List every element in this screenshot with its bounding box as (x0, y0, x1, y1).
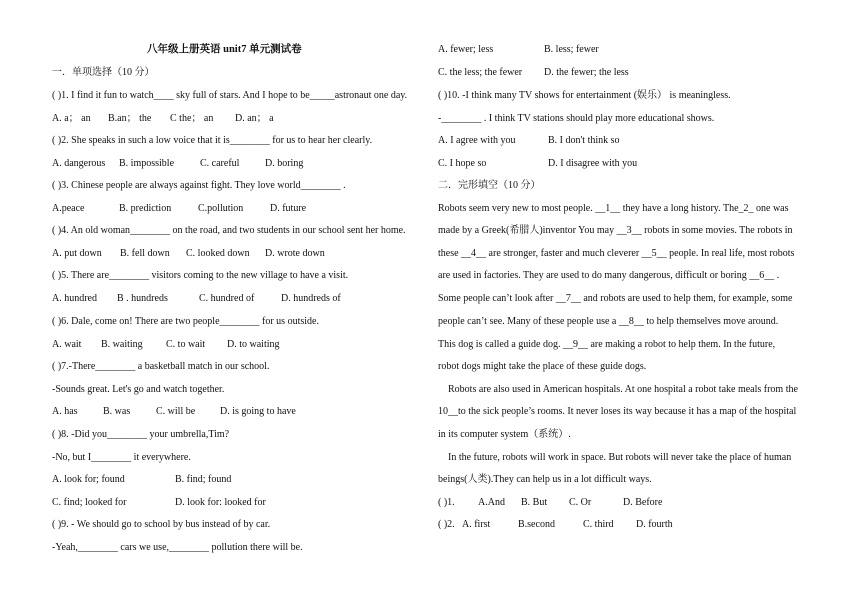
passage-line: Some people can’t look after __7__ and robots are used to help them, for example, some (438, 293, 793, 304)
option: C. careful (200, 158, 240, 169)
question-6: ( )6. Dale, come on! There are two people________ for us outside. (52, 316, 319, 327)
option: C. to wait (166, 339, 206, 350)
question-10-reply: -________ . I think TV stations should play more educational shows. (438, 113, 715, 124)
option: B. less; fewer (544, 44, 599, 55)
option: D. look for: looked for (175, 497, 266, 508)
question-2: ( )2. She speaks in such a low voice that it is________ for us to hear her clearly. (52, 135, 373, 146)
option: B. find; found (175, 474, 232, 485)
option: D. Before (623, 497, 663, 508)
option: B.second (518, 519, 555, 530)
question-1: ( )1. I find it fun to watch____ sky full of stars. And I hope to be_____astronaut one day. (52, 90, 408, 101)
passage-line: 10__to the sick people’s rooms. It never loses its way because it has a map of the hospital (438, 406, 797, 417)
option: B. But (521, 497, 548, 508)
option: B. prediction (119, 203, 172, 214)
option: A. hundred (52, 293, 97, 304)
question-8: ( )8. -Did you________ your umbrella,Tim? (52, 429, 230, 440)
option: D. an； a (235, 113, 274, 124)
option: C. Or (569, 497, 592, 508)
passage-line: made by a Greek(希腊人)inventor You may __3__ robots in some movies. The robots in (438, 225, 793, 236)
option: D. hundreds of (281, 293, 341, 304)
option: B. I don't think so (548, 135, 620, 146)
option: D. is going to have (220, 406, 296, 417)
question-9: ( )9. - We should go to school by bus instead of by car. (52, 519, 271, 530)
option: D. the fewer; the less (544, 67, 629, 78)
passage-line: these __4__ are stronger, faster and much cleverer __5__ people. In real life, most robots (438, 248, 795, 259)
option: A. dangerous (52, 158, 106, 169)
option: A. wait (52, 339, 82, 350)
passage-line: In the future, robots will work in space. But robots will never take the place of human (448, 452, 792, 463)
option: C. hundred of (199, 293, 255, 304)
option: B. fell down (120, 248, 170, 259)
option: A.peace (52, 203, 85, 214)
option: D. wrote down (265, 248, 325, 259)
option: B. was (103, 406, 131, 417)
option: D. boring (265, 158, 304, 169)
passage-line: Robots are also used in American hospitals. At one hospital a robot take meals from the (448, 384, 798, 395)
question-8-reply: -No, but I________ it everywhere. (52, 452, 191, 463)
question-5: ( )5. There are________ visitors coming to the new village to have a visit. (52, 270, 349, 281)
option: C. third (583, 519, 614, 530)
option: C. will be (156, 406, 196, 417)
option: B . hundreds (117, 293, 168, 304)
question-number: ( )2. (438, 519, 455, 530)
passage-line: in its computer system（系统）. (438, 429, 571, 440)
option: C. find; looked for (52, 497, 127, 508)
option: A. a； an (52, 113, 91, 124)
question-10: ( )10. -I think many TV shows for entertainment (娱乐） is meaningless. (438, 90, 731, 101)
option: C. looked down (186, 248, 250, 259)
section-heading-2: 二．完形填空（10 分） (438, 180, 541, 191)
question-number: ( )1. (438, 497, 455, 508)
question-7: ( )7.-There________ a basketball match in our school. (52, 361, 270, 372)
section-heading-1: 一．单项选择（10 分） (52, 67, 155, 78)
option: A.And (478, 497, 505, 508)
passage-line: are used in factories. They are used to do many dangerous, difficult or boring __6__ . (438, 270, 780, 281)
question-3: ( )3. Chinese people are always against fight. They love world________ . (52, 180, 346, 191)
option: D. fourth (636, 519, 673, 530)
option: A. I agree with you (438, 135, 516, 146)
option: C.pollution (198, 203, 244, 214)
question-4: ( )4. An old woman________ on the road, and two students in our school sent her home. (52, 225, 406, 236)
option: A. look for; found (52, 474, 125, 485)
question-9-reply: -Yeah,________ cars we use,________ pollution there will be. (52, 542, 303, 553)
option: A. fewer; less (438, 44, 494, 55)
passage-line: beings(人类).They can help us in a lot difficult ways. (438, 474, 652, 485)
passage-line: people can’t see. Many of these people use a __8__ to help themselves move around. (438, 316, 779, 327)
option: A. has (52, 406, 78, 417)
option: B. waiting (101, 339, 143, 350)
exam-title: 八年级上册英语 unit7 单元测试卷 (147, 44, 302, 55)
option: A. put down (52, 248, 102, 259)
option: B. impossible (119, 158, 175, 169)
passage-line: This dog is called a guide dog. __9__ are making a robot to help them. In the future, (438, 339, 776, 350)
option: D. to waiting (227, 339, 280, 350)
passage-line: Robots seem very new to most people. __1__ they have a long history. The_2_ one was (438, 203, 789, 214)
option: C. the less; the fewer (438, 67, 523, 78)
option: D. I disagree with you (548, 158, 638, 169)
passage-line: robot dogs might take the place of these guide dogs. (438, 361, 647, 372)
option: C the； an (170, 113, 214, 124)
option: A. first (462, 519, 491, 530)
option: D. future (270, 203, 307, 214)
question-7-reply: -Sounds great. Let's go and watch together. (52, 384, 225, 395)
option: B.an； the (108, 113, 152, 124)
option: C. I hope so (438, 158, 487, 169)
